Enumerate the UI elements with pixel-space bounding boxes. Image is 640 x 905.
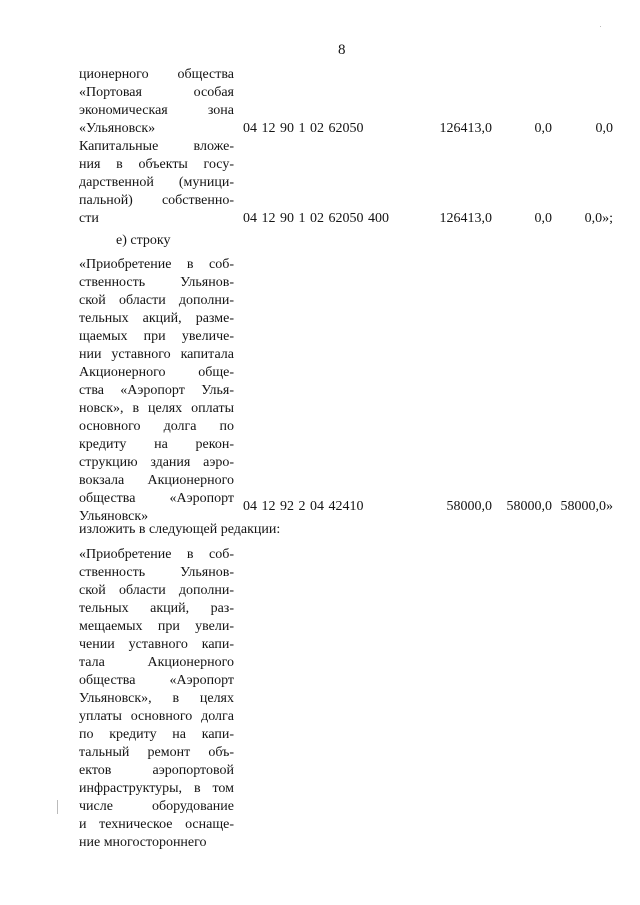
text-line: Ульяновск», в целях (79, 691, 234, 706)
text-line: ния в объекты госу- (79, 157, 234, 172)
row-old-value-3: 58000,0» (560, 499, 613, 514)
text-line: «Портовая особая (79, 85, 234, 100)
text-line: и техническое оснаще- (79, 817, 234, 832)
row-new-name (79, 546, 234, 852)
text-line: нии уставного капитала (79, 347, 234, 362)
text-line: сти (79, 211, 99, 226)
text-line: ства «Аэропорт Улья- (79, 383, 234, 398)
text-line: ние многостороннего (79, 835, 207, 850)
text-line: общества «Аэропорт (79, 673, 234, 688)
text-line: новск», в целях оплаты (79, 401, 234, 416)
row-zone-value-2: 0,0 (534, 121, 552, 136)
text-line: ционерного общества (79, 67, 234, 82)
text-line: ственность Ульянов- (79, 275, 234, 290)
text-line: тельных акций, разме- (79, 311, 234, 326)
row-capital-code: 04 12 90 1 02 62050 400 (243, 211, 389, 226)
text-line: «Приобретение в соб- (79, 547, 234, 562)
row-old-value-1: 58000,0 (446, 499, 492, 514)
row-capital-value-3: 0,0»; (584, 211, 613, 226)
text-line: ственность Ульянов- (79, 565, 234, 580)
text-line: пальной) собственно- (79, 193, 234, 208)
text-line: дарственной (муници- (79, 175, 234, 190)
text-line: Ульяновск» (79, 509, 149, 524)
text-line: вокзала Акционерного (79, 473, 234, 488)
row-old-value-2: 58000,0 (506, 499, 552, 514)
text-line: ской области дополни- (79, 583, 234, 598)
scan-speck (57, 800, 58, 814)
text-line: кредиту на рекон- (79, 437, 234, 452)
text-line: инфраструктуры, в том (79, 781, 234, 796)
text-line: чении уставного капи- (79, 637, 234, 652)
text-line: по кредиту на капи- (79, 727, 234, 742)
text-line: основного долга по (79, 419, 234, 434)
scan-speck (600, 26, 601, 27)
paragraph-replace: изложить в следующей редакции: (79, 522, 281, 537)
row-capital-name (79, 138, 234, 228)
text-line: струкцию здания аэро- (79, 455, 234, 470)
row-old-code: 04 12 92 2 04 42410 (243, 499, 364, 514)
text-line: экономическая зона (79, 103, 234, 118)
text-line: уплаты основного долга (79, 709, 234, 724)
paragraph-e: е) строку (116, 233, 171, 248)
text-line: тала Акционерного (79, 655, 234, 670)
text-line: Акционерного обще- (79, 365, 234, 380)
text-line: ектов аэропортовой (79, 763, 234, 778)
text-line: ской области дополни- (79, 293, 234, 308)
row-zone-value-3: 0,0 (595, 121, 613, 136)
row-zone-code: 04 12 90 1 02 62050 (243, 121, 364, 136)
text-line: «Приобретение в соб- (79, 257, 234, 272)
text-line: мещаемых при увели- (79, 619, 234, 634)
row-old-name (79, 256, 234, 526)
row-capital-value-1: 126413,0 (439, 211, 492, 226)
row-zone-value-1: 126413,0 (439, 121, 492, 136)
page-number: 8 (338, 42, 346, 58)
text-line: щаемых при увеличе- (79, 329, 234, 344)
text-line: общества «Аэропорт (79, 491, 234, 506)
text-line: тальный ремонт объ- (79, 745, 234, 760)
text-line: числе оборудование (79, 799, 234, 814)
text-line: «Ульяновск» (79, 121, 156, 136)
row-zone-name (79, 66, 234, 138)
row-capital-value-2: 0,0 (534, 211, 552, 226)
text-line: Капитальные вложе- (79, 139, 234, 154)
text-line: тельных акций, раз- (79, 601, 234, 616)
